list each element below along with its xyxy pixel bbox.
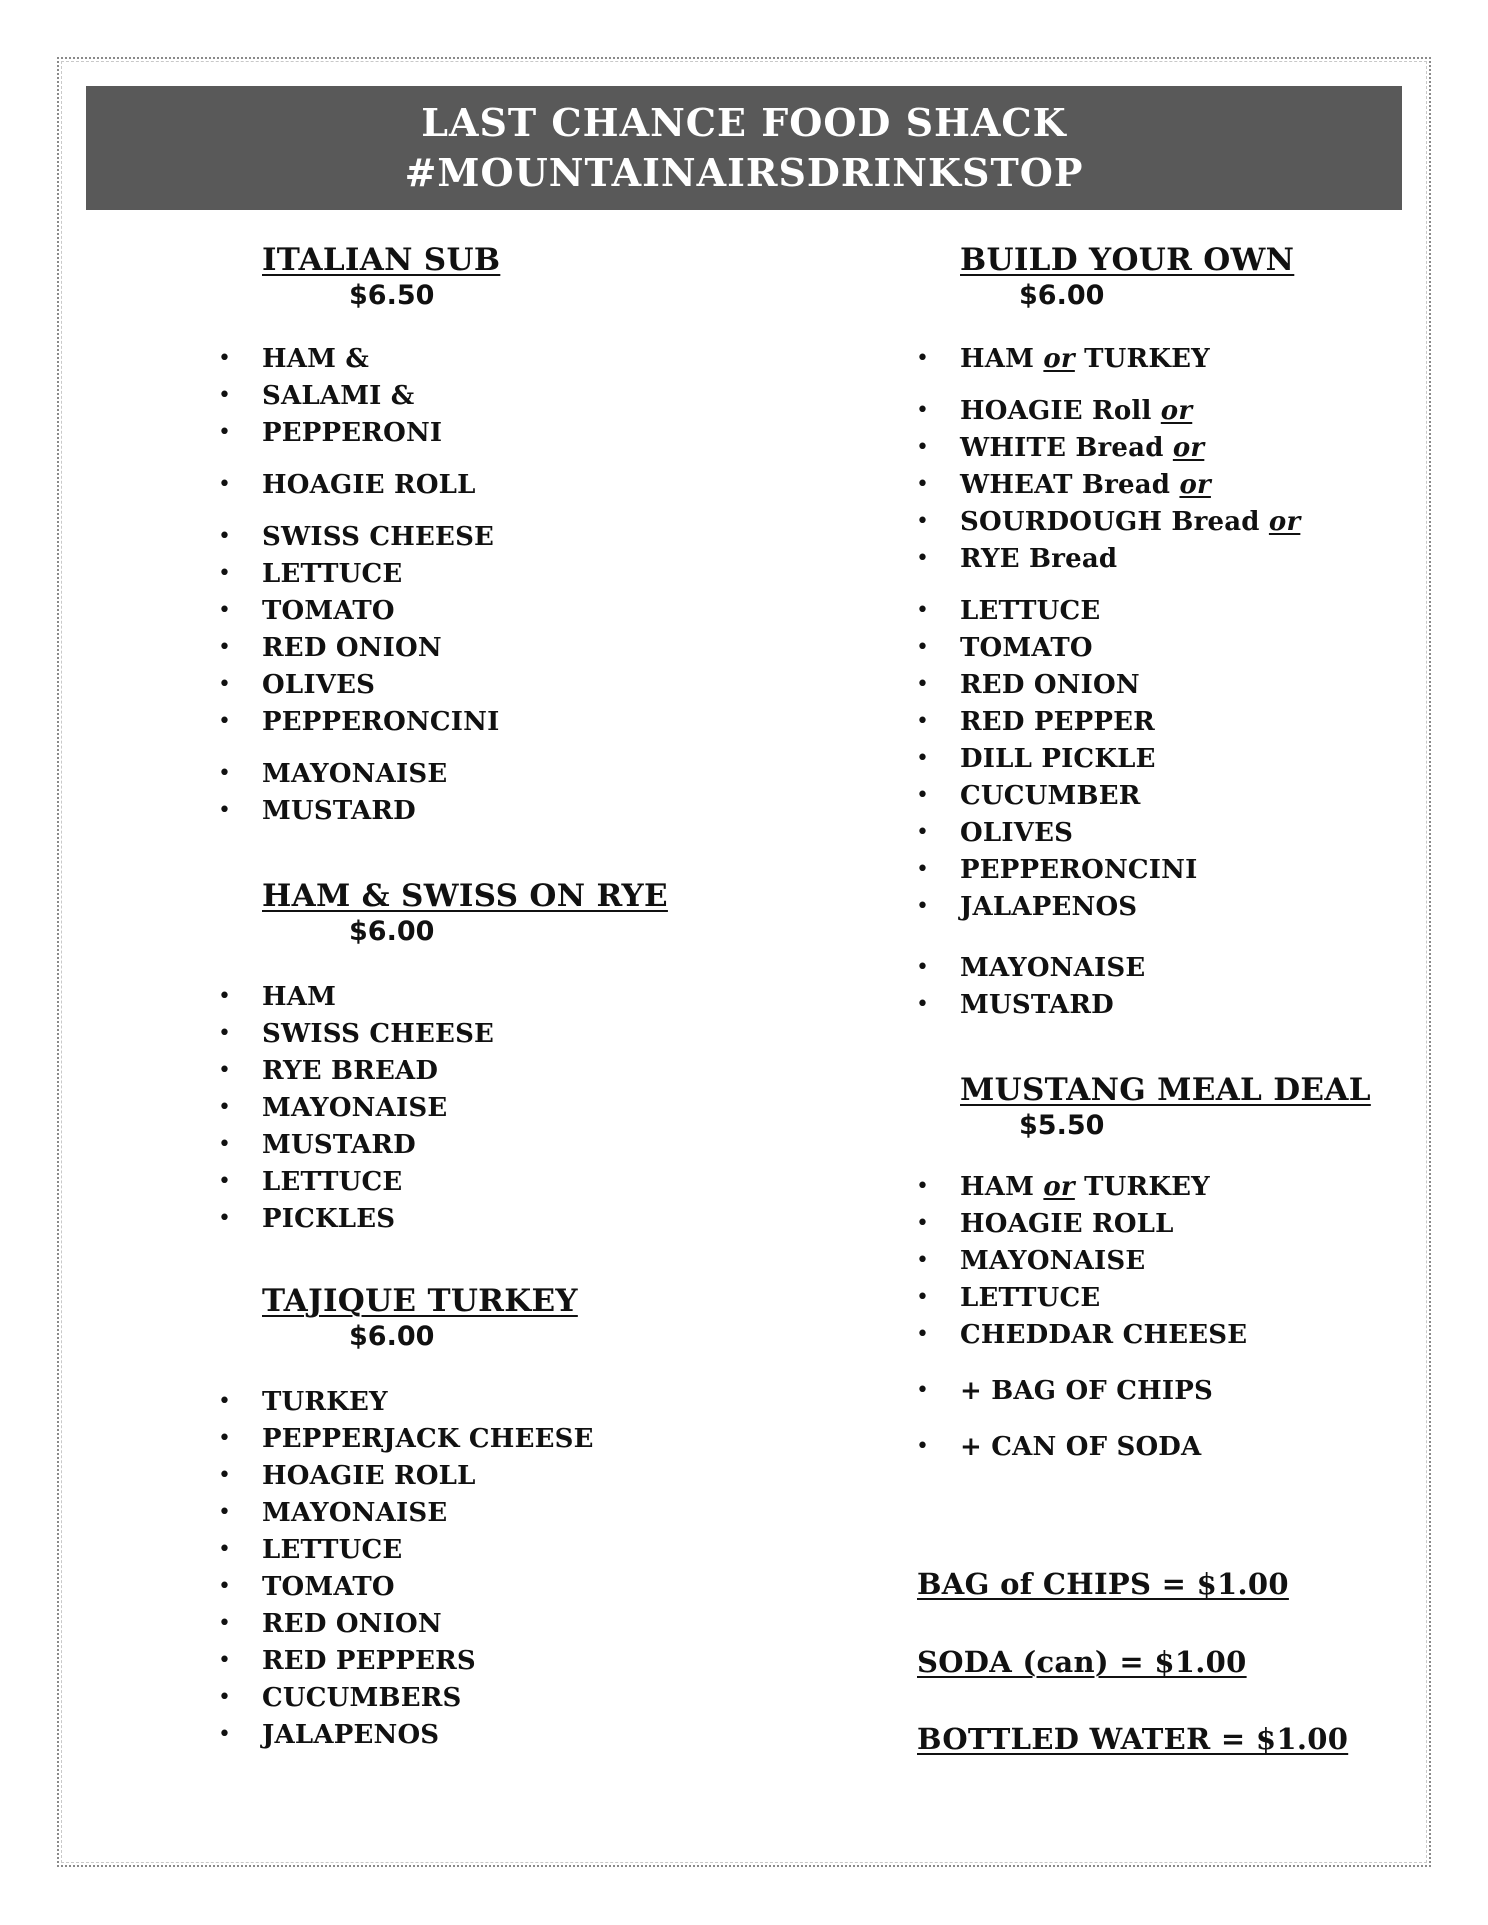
item-title-ham-swiss: HAM & SWISS ON RYE [262,878,668,914]
bullet: • [218,1095,231,1120]
ingredient-item [960,818,1073,848]
bullet: • [218,635,231,660]
bullet: • [218,346,231,371]
bullet: • [916,1211,929,1236]
extra-price-water: BOTTLED WATER = $1.00 [917,1722,1349,1756]
or-separator: or [1172,433,1205,463]
or-separator: or [1160,396,1193,426]
ingredient-text: RED PEPPER [960,707,1155,737]
ingredient-item: MAYONAISE [262,759,448,789]
ingredient-text: + BAG OF CHIPS [960,1376,1213,1406]
ingredient-item: RED ONION [262,1609,442,1639]
ingredient-item: MUSTARD [262,1130,416,1160]
ingredient-text: MAYONAISE [960,1246,1146,1276]
extra-price-chips: BAG of CHIPS = $1.00 [917,1567,1289,1601]
bullet: • [218,561,231,586]
ingredient-item: PEPPERONI [262,418,443,448]
ingredient-item [960,953,1145,983]
item-title-tajique-turkey: TAJIQUE TURKEY [262,1283,578,1319]
ingredient-item: RYE BREAD [262,1056,439,1086]
ingredient-item: SWISS CHEESE [262,1019,495,1049]
bullet: • [916,1434,929,1459]
bullet: • [916,509,929,534]
bullet: • [218,1648,231,1673]
header-hashtag: #MOUNTAINAIRSDRINKSTOP [404,150,1084,195]
ingredient-item [960,1376,1213,1406]
ingredient-text: SOURDOUGH Bread [960,507,1260,537]
bullet: • [218,1132,231,1157]
ingredient-item: SALAMI & [262,381,415,411]
ingredient-item [960,433,1204,463]
item-price-ham-swiss: $6.00 [349,916,435,947]
bullet: • [218,761,231,786]
item-price-build-your-own: $6.00 [1019,280,1105,311]
item-title-italian-sub: ITALIAN SUB [262,242,501,278]
bullet: • [916,783,929,808]
bullet: • [916,746,929,771]
ingredient-text: MUSTARD [960,990,1114,1020]
ingredient-text: LETTUCE [960,1283,1101,1313]
bullet: • [916,472,929,497]
ingredient-item: TURKEY [262,1387,388,1417]
ingredient-item: LETTUCE [262,559,403,589]
bullet: • [916,857,929,882]
bullet: • [218,709,231,734]
ingredient-text: OLIVES [960,818,1074,848]
bullet: • [218,1500,231,1525]
ingredient-item [960,544,1117,574]
bullet: • [916,346,929,371]
ingredient-text: RYE Bread [960,544,1118,574]
ingredient-item: HOAGIE ROLL [262,470,476,500]
bullet: • [218,1058,231,1083]
or-separator: or [1179,470,1211,500]
ingredient-alt: TURKEY [1084,1172,1210,1202]
bullet: • [218,1685,231,1710]
ingredient-text: JALAPENOS [960,892,1138,922]
bullet: • [218,1206,231,1231]
ingredient-text: + CAN OF SODA [960,1432,1202,1462]
ingredient-item: MAYONAISE [262,1498,448,1528]
bullet: • [218,672,231,697]
ingredient-text: MAYONAISE [960,953,1146,983]
bullet: • [218,1537,231,1562]
ingredient-item: JALAPENOS [262,1720,440,1750]
ingredient-item [960,633,1093,663]
ingredient-item: HAM [262,982,337,1012]
ingredient-text: HOAGIE Roll [960,396,1152,426]
ingredient-text: RED ONION [960,670,1140,700]
ingredient-item: MUSTARD [262,796,416,826]
bullet: • [218,984,231,1009]
bullet: • [218,1021,231,1046]
ingredient-text: CHEDDAR CHEESE [960,1320,1248,1350]
bullet: • [218,524,231,549]
item-price-mustang-meal-deal: $5.50 [1019,1110,1105,1141]
ingredient-item [960,892,1137,922]
bullet: • [218,598,231,623]
ingredient-text: HAM [960,344,1035,374]
ingredient-item: TOMATO [262,596,395,626]
or-separator: or [1043,344,1075,374]
ingredient-item [960,707,1155,737]
bullet: • [916,894,929,919]
bullet: • [218,1574,231,1599]
ingredient-item: PEPPERONCINI [262,707,500,737]
ingredient-item [960,781,1141,811]
ingredient-alt: TURKEY [1084,344,1210,374]
ingredient-text: WHITE Bread [960,433,1164,463]
header-title: LAST CHANCE FOOD SHACK [421,100,1067,145]
bullet: • [916,1174,929,1199]
bullet: • [916,635,929,660]
ingredient-item [960,596,1100,626]
ingredient-text: PEPPERONCINI [960,855,1198,885]
ingredient-item [960,990,1114,1020]
item-price-italian-sub: $6.50 [349,280,435,311]
bullet: • [916,955,929,980]
ingredient-item [960,1432,1201,1462]
bullet: • [916,992,929,1017]
ingredient-item: TOMATO [262,1572,395,1602]
or-separator: or [1043,1172,1075,1202]
ingredient-item [960,670,1140,700]
ingredient-text: HOAGIE ROLL [960,1209,1174,1239]
ingredient-item [960,1283,1100,1313]
ingredient-item [960,344,1210,374]
bullet: • [218,798,231,823]
bullet: • [916,672,929,697]
ingredient-item: PICKLES [262,1204,396,1234]
ingredient-item [960,855,1198,885]
menu-header-banner [86,86,1402,210]
ingredient-item [960,1320,1247,1350]
or-separator: or [1268,507,1301,537]
ingredient-item: RED PEPPERS [262,1646,476,1676]
bullet: • [916,820,929,845]
bullet: • [218,1426,231,1451]
ingredient-item [960,1172,1210,1202]
bullet: • [218,420,231,445]
bullet: • [218,1389,231,1414]
ingredient-item: LETTUCE [262,1535,403,1565]
ingredient-text: HAM [960,1172,1035,1202]
ingredient-item: OLIVES [262,670,376,700]
ingredient-text: DILL PICKLE [960,744,1156,774]
bullet: • [218,1611,231,1636]
bullet: • [218,1169,231,1194]
ingredient-item: PEPPERJACK CHEESE [262,1424,594,1454]
ingredient-item [960,744,1156,774]
ingredient-item: CUCUMBERS [262,1683,462,1713]
bullet: • [916,1285,929,1310]
bullet: • [916,546,929,571]
bullet: • [916,398,929,423]
bullet: • [916,1322,929,1347]
ingredient-item [960,1246,1145,1276]
bullet: • [218,1722,231,1747]
ingredient-item: SWISS CHEESE [262,522,495,552]
bullet: • [916,598,929,623]
bullet: • [916,1378,929,1403]
item-title-mustang-meal-deal: MUSTANG MEAL DEAL [960,1072,1371,1108]
bullet: • [218,1463,231,1488]
extra-price-soda: SODA (can) = $1.00 [917,1645,1247,1679]
item-price-tajique-turkey: $6.00 [349,1321,435,1352]
ingredient-item [960,470,1211,500]
ingredient-text: LETTUCE [960,596,1101,626]
ingredient-item: LETTUCE [262,1167,403,1197]
ingredient-item: RED ONION [262,633,442,663]
bullet: • [916,709,929,734]
bullet: • [916,435,929,460]
ingredient-text: WHEAT Bread [960,470,1171,500]
bullet: • [916,1248,929,1273]
bullet: • [218,472,231,497]
ingredient-item [960,507,1300,537]
ingredient-text: TOMATO [960,633,1093,663]
ingredient-item [960,1209,1174,1239]
ingredient-item [960,396,1192,426]
ingredient-item: MAYONAISE [262,1093,448,1123]
bullet: • [218,383,231,408]
ingredient-item: HAM & [262,344,370,374]
item-title-build-your-own: BUILD YOUR OWN [960,242,1295,278]
ingredient-item: HOAGIE ROLL [262,1461,476,1491]
ingredient-text: CUCUMBER [960,781,1141,811]
